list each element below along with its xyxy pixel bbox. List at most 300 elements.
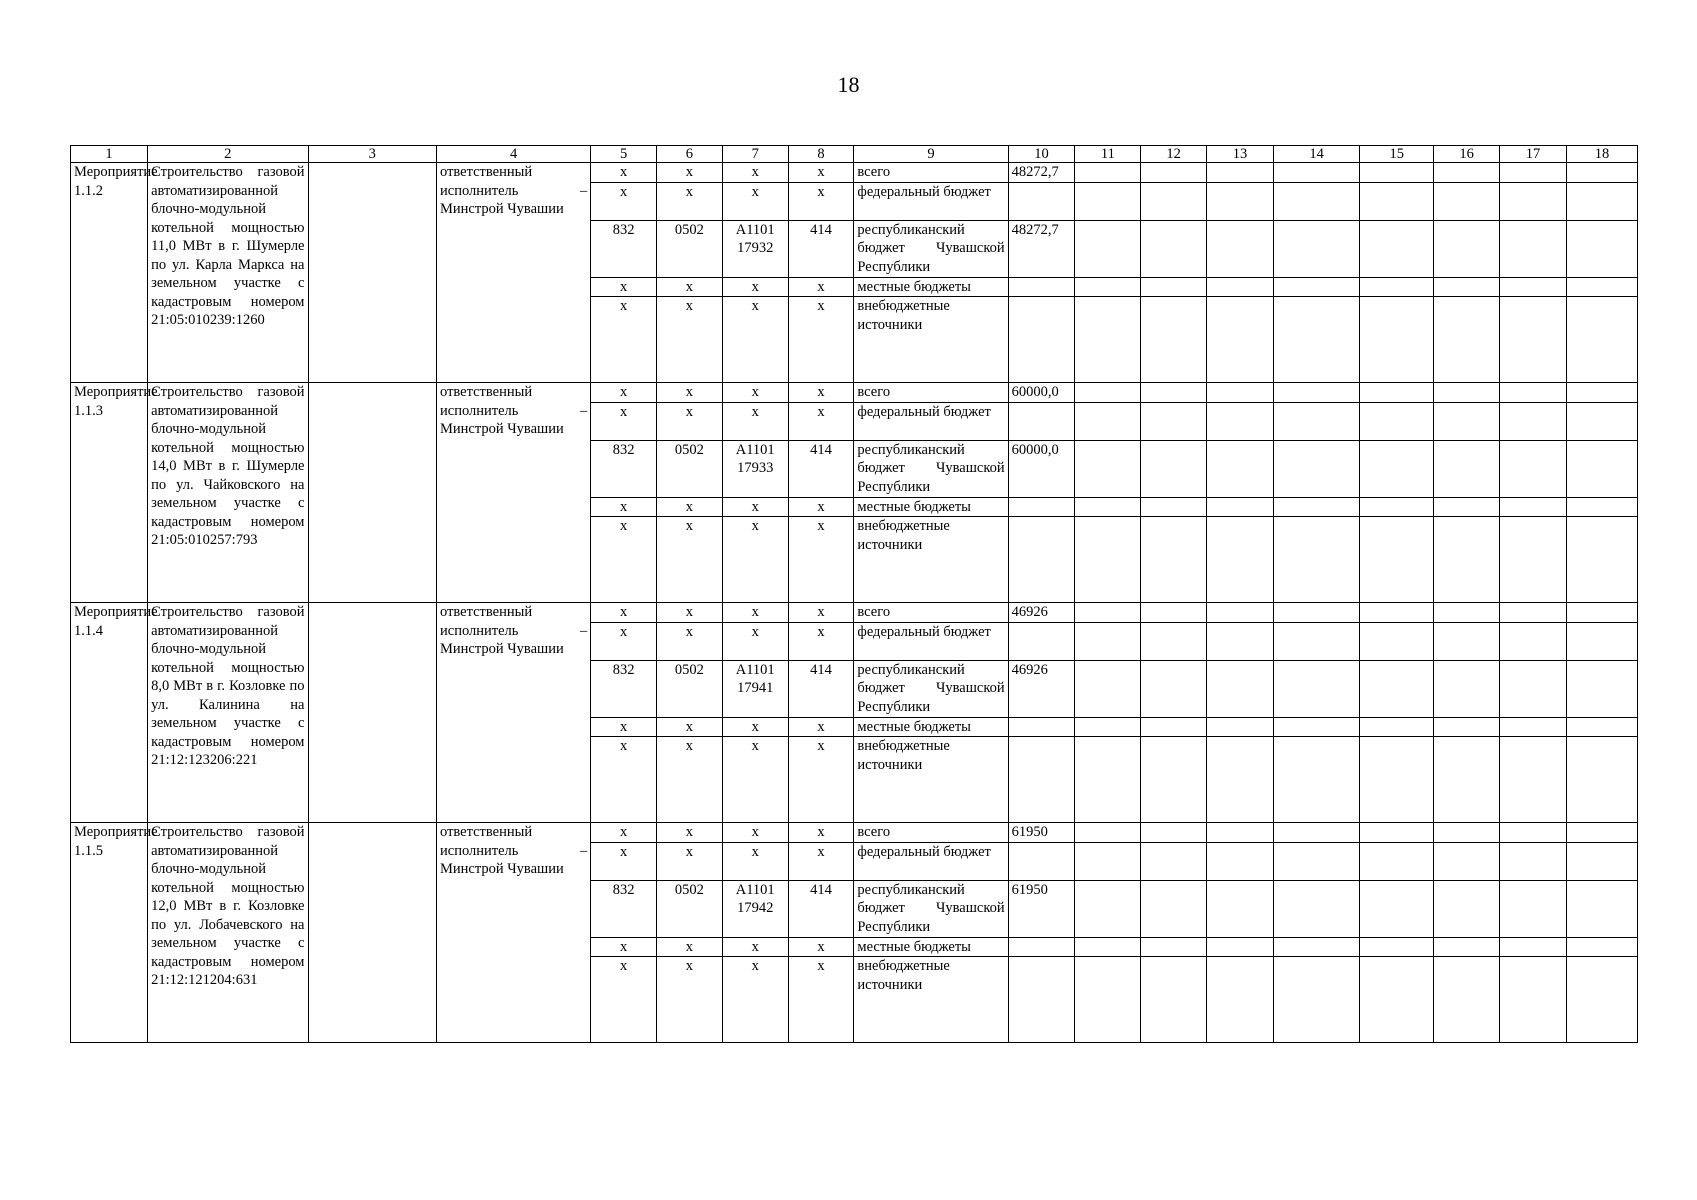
empty-cell xyxy=(1141,823,1207,843)
column-number: 15 xyxy=(1360,146,1434,163)
empty-cell xyxy=(1566,622,1637,660)
funding-source: внебюджетные источники xyxy=(854,957,1008,1043)
code-section: х xyxy=(657,383,723,403)
code-grbs: 832 xyxy=(591,440,657,497)
code-expense: 414 xyxy=(788,660,854,717)
code-grbs: 832 xyxy=(591,660,657,717)
code-target: А1101 17941 xyxy=(722,660,788,717)
empty-cell xyxy=(1207,717,1274,737)
empty-cell xyxy=(1273,622,1359,660)
empty-cell xyxy=(1360,622,1434,660)
empty-cell xyxy=(1273,163,1359,183)
empty-cell xyxy=(1434,163,1500,183)
column-number: 17 xyxy=(1500,146,1567,163)
empty-cell xyxy=(1207,603,1274,623)
empty-cell xyxy=(1434,497,1500,517)
empty-cell xyxy=(1566,937,1637,957)
code-target: А1101 17942 xyxy=(722,880,788,937)
empty-cell xyxy=(1360,737,1434,823)
code-expense: х xyxy=(788,737,854,823)
empty-cell xyxy=(1434,603,1500,623)
empty-cell xyxy=(1434,517,1500,603)
empty-cell xyxy=(1566,497,1637,517)
empty-cell xyxy=(1207,622,1274,660)
event-col-3 xyxy=(308,163,437,383)
amount xyxy=(1008,937,1075,957)
code-expense: 414 xyxy=(788,220,854,277)
empty-cell xyxy=(1207,497,1274,517)
funding-source: федеральный бюджет xyxy=(854,182,1008,220)
empty-cell xyxy=(1075,880,1141,937)
empty-cell xyxy=(1273,277,1359,297)
code-target: х xyxy=(722,497,788,517)
funding-source: всего xyxy=(854,383,1008,403)
empty-cell xyxy=(1141,937,1207,957)
empty-cell xyxy=(1434,402,1500,440)
event-name: Строительство газовой автоматизированной блочно-модульной котельной мощностью 8,0 МВт в г. Козловке по ул. Калинина на земельном участке с кадастровым номером 21:12:123206:221 xyxy=(148,603,308,823)
empty-cell xyxy=(1500,622,1567,660)
empty-cell xyxy=(1273,737,1359,823)
amount xyxy=(1008,717,1075,737)
column-number: 18 xyxy=(1566,146,1637,163)
column-number: 13 xyxy=(1207,146,1274,163)
empty-cell xyxy=(1273,383,1359,403)
empty-cell xyxy=(1273,603,1359,623)
empty-cell xyxy=(1360,937,1434,957)
funding-source: республиканский бюджет Чувашской Республики xyxy=(854,880,1008,937)
empty-cell xyxy=(1434,182,1500,220)
amount xyxy=(1008,517,1075,603)
code-section: х xyxy=(657,823,723,843)
empty-cell xyxy=(1141,297,1207,383)
empty-cell xyxy=(1141,163,1207,183)
code-grbs: х xyxy=(591,182,657,220)
column-number: 8 xyxy=(788,146,854,163)
code-target: х xyxy=(722,517,788,603)
empty-cell xyxy=(1273,297,1359,383)
empty-cell xyxy=(1566,957,1637,1043)
code-expense: х xyxy=(788,163,854,183)
empty-cell xyxy=(1141,517,1207,603)
empty-cell xyxy=(1141,957,1207,1043)
column-number: 3 xyxy=(308,146,437,163)
empty-cell xyxy=(1075,937,1141,957)
empty-cell xyxy=(1500,660,1567,717)
empty-cell xyxy=(1360,182,1434,220)
code-target: х xyxy=(722,957,788,1043)
code-grbs: х xyxy=(591,717,657,737)
empty-cell xyxy=(1207,937,1274,957)
empty-cell xyxy=(1500,297,1567,383)
amount xyxy=(1008,277,1075,297)
code-expense: х xyxy=(788,603,854,623)
amount xyxy=(1008,957,1075,1043)
code-section: х xyxy=(657,297,723,383)
amount: 60000,0 xyxy=(1008,383,1075,403)
empty-cell xyxy=(1360,440,1434,497)
empty-cell xyxy=(1207,182,1274,220)
empty-cell xyxy=(1360,660,1434,717)
amount xyxy=(1008,737,1075,823)
code-section: х xyxy=(657,603,723,623)
empty-cell xyxy=(1360,957,1434,1043)
table-row xyxy=(71,603,1638,623)
empty-cell xyxy=(1075,622,1141,660)
empty-cell xyxy=(1434,737,1500,823)
empty-cell xyxy=(1434,880,1500,937)
empty-cell xyxy=(1207,220,1274,277)
amount: 48272,7 xyxy=(1008,163,1075,183)
column-number: 5 xyxy=(591,146,657,163)
empty-cell xyxy=(1566,163,1637,183)
empty-cell xyxy=(1141,383,1207,403)
amount: 61950 xyxy=(1008,880,1075,937)
event-col-3 xyxy=(308,603,437,823)
empty-cell xyxy=(1075,717,1141,737)
empty-cell xyxy=(1434,660,1500,717)
empty-cell xyxy=(1500,383,1567,403)
code-expense: х xyxy=(788,297,854,383)
code-section: 0502 xyxy=(657,660,723,717)
column-number: 14 xyxy=(1273,146,1359,163)
empty-cell xyxy=(1434,622,1500,660)
event-executor: ответственный исполнитель – Минстрой Чувашии xyxy=(437,163,591,383)
empty-cell xyxy=(1273,880,1359,937)
empty-cell xyxy=(1566,660,1637,717)
code-target: х xyxy=(722,823,788,843)
code-grbs: х xyxy=(591,622,657,660)
empty-cell xyxy=(1141,277,1207,297)
code-section: 0502 xyxy=(657,440,723,497)
code-section: х xyxy=(657,402,723,440)
code-grbs: х xyxy=(591,383,657,403)
code-target: х xyxy=(722,163,788,183)
event-executor: ответственный исполнитель – Минстрой Чувашии xyxy=(437,383,591,603)
column-number: 9 xyxy=(854,146,1008,163)
code-grbs: х xyxy=(591,402,657,440)
code-expense: 414 xyxy=(788,440,854,497)
code-target: х xyxy=(722,297,788,383)
funding-source: республиканский бюджет Чувашской Республики xyxy=(854,660,1008,717)
funding-source: всего xyxy=(854,603,1008,623)
column-number: 16 xyxy=(1434,146,1500,163)
empty-cell xyxy=(1434,297,1500,383)
code-section: х xyxy=(657,277,723,297)
funding-source: местные бюджеты xyxy=(854,277,1008,297)
empty-cell xyxy=(1360,497,1434,517)
funding-source: федеральный бюджет xyxy=(854,402,1008,440)
code-expense: х xyxy=(788,937,854,957)
empty-cell xyxy=(1434,957,1500,1043)
empty-cell xyxy=(1434,440,1500,497)
empty-cell xyxy=(1141,737,1207,823)
code-target: х xyxy=(722,737,788,823)
amount: 61950 xyxy=(1008,823,1075,843)
empty-cell xyxy=(1075,182,1141,220)
empty-cell xyxy=(1360,297,1434,383)
empty-cell xyxy=(1434,842,1500,880)
empty-cell xyxy=(1360,717,1434,737)
code-section: х xyxy=(657,957,723,1043)
amount xyxy=(1008,182,1075,220)
empty-cell xyxy=(1141,660,1207,717)
empty-cell xyxy=(1566,402,1637,440)
empty-cell xyxy=(1273,823,1359,843)
empty-cell xyxy=(1273,182,1359,220)
empty-cell xyxy=(1566,182,1637,220)
empty-cell xyxy=(1500,182,1567,220)
empty-cell xyxy=(1500,603,1567,623)
funding-source: местные бюджеты xyxy=(854,497,1008,517)
code-grbs: х xyxy=(591,297,657,383)
code-section: х xyxy=(657,497,723,517)
event-name: Строительство газовой автоматизированной блочно-модульной котельной мощностью 14,0 МВт в г. Шумерле по ул. Чайковского на земельном участке с кадастровым номером 21:05:010257:793 xyxy=(148,383,308,603)
amount xyxy=(1008,842,1075,880)
empty-cell xyxy=(1434,277,1500,297)
empty-cell xyxy=(1141,440,1207,497)
amount: 46926 xyxy=(1008,660,1075,717)
code-grbs: 832 xyxy=(591,880,657,937)
empty-cell xyxy=(1360,880,1434,937)
empty-cell xyxy=(1207,297,1274,383)
funding-source: федеральный бюджет xyxy=(854,622,1008,660)
table-row xyxy=(71,163,1638,183)
code-grbs: х xyxy=(591,497,657,517)
empty-cell xyxy=(1075,402,1141,440)
empty-cell xyxy=(1273,517,1359,603)
funding-source: республиканский бюджет Чувашской Республики xyxy=(854,440,1008,497)
empty-cell xyxy=(1566,737,1637,823)
empty-cell xyxy=(1566,842,1637,880)
empty-cell xyxy=(1273,440,1359,497)
empty-cell xyxy=(1273,402,1359,440)
empty-cell xyxy=(1075,823,1141,843)
empty-cell xyxy=(1500,880,1567,937)
amount xyxy=(1008,497,1075,517)
code-expense: х xyxy=(788,277,854,297)
code-section: х xyxy=(657,737,723,823)
empty-cell xyxy=(1500,717,1567,737)
empty-cell xyxy=(1141,622,1207,660)
column-number: 6 xyxy=(657,146,723,163)
code-target: х xyxy=(722,842,788,880)
empty-cell xyxy=(1141,842,1207,880)
empty-cell xyxy=(1434,383,1500,403)
code-target: х xyxy=(722,717,788,737)
empty-cell xyxy=(1141,402,1207,440)
funding-source: республиканский бюджет Чувашской Республики xyxy=(854,220,1008,277)
code-section: х xyxy=(657,517,723,603)
event-col-3 xyxy=(308,383,437,603)
empty-cell xyxy=(1207,383,1274,403)
funding-source: местные бюджеты xyxy=(854,717,1008,737)
empty-cell xyxy=(1141,182,1207,220)
empty-cell xyxy=(1075,163,1141,183)
code-target: х xyxy=(722,603,788,623)
empty-cell xyxy=(1075,660,1141,717)
empty-cell xyxy=(1360,823,1434,843)
empty-cell xyxy=(1207,163,1274,183)
event-code: Мероприятие 1.1.4 xyxy=(71,603,148,823)
amount xyxy=(1008,402,1075,440)
code-expense: х xyxy=(788,717,854,737)
code-expense: х xyxy=(788,957,854,1043)
empty-cell xyxy=(1075,297,1141,383)
empty-cell xyxy=(1500,277,1567,297)
code-expense: х xyxy=(788,402,854,440)
code-target: х xyxy=(722,277,788,297)
empty-cell xyxy=(1360,603,1434,623)
code-grbs: х xyxy=(591,163,657,183)
empty-cell xyxy=(1566,603,1637,623)
code-expense: х xyxy=(788,383,854,403)
code-section: х xyxy=(657,163,723,183)
empty-cell xyxy=(1360,220,1434,277)
empty-cell xyxy=(1434,717,1500,737)
event-code: Мероприятие 1.1.3 xyxy=(71,383,148,603)
column-number: 7 xyxy=(722,146,788,163)
empty-cell xyxy=(1207,823,1274,843)
amount xyxy=(1008,622,1075,660)
amount: 48272,7 xyxy=(1008,220,1075,277)
funding-source: федеральный бюджет xyxy=(854,842,1008,880)
empty-cell xyxy=(1207,842,1274,880)
empty-cell xyxy=(1273,497,1359,517)
code-expense: х xyxy=(788,842,854,880)
empty-cell xyxy=(1141,603,1207,623)
code-target: х xyxy=(722,622,788,660)
funding-source: внебюджетные источники xyxy=(854,737,1008,823)
empty-cell xyxy=(1566,440,1637,497)
column-number: 12 xyxy=(1141,146,1207,163)
empty-cell xyxy=(1075,277,1141,297)
empty-cell xyxy=(1500,497,1567,517)
empty-cell xyxy=(1273,660,1359,717)
funding-source: всего xyxy=(854,163,1008,183)
event-col-3 xyxy=(308,823,437,1043)
empty-cell xyxy=(1566,383,1637,403)
code-section: х xyxy=(657,717,723,737)
empty-cell xyxy=(1360,517,1434,603)
code-grbs: х xyxy=(591,603,657,623)
column-number-row xyxy=(71,146,1638,163)
budget-table xyxy=(70,145,1638,1043)
empty-cell xyxy=(1075,383,1141,403)
empty-cell xyxy=(1207,737,1274,823)
empty-cell xyxy=(1360,277,1434,297)
code-section: 0502 xyxy=(657,220,723,277)
empty-cell xyxy=(1500,957,1567,1043)
funding-source: всего xyxy=(854,823,1008,843)
funding-source: внебюджетные источники xyxy=(854,297,1008,383)
empty-cell xyxy=(1207,440,1274,497)
empty-cell xyxy=(1207,277,1274,297)
code-grbs: х xyxy=(591,823,657,843)
empty-cell xyxy=(1141,880,1207,937)
table-row xyxy=(71,823,1638,843)
event-code: Мероприятие 1.1.2 xyxy=(71,163,148,383)
empty-cell xyxy=(1075,220,1141,277)
code-grbs: 832 xyxy=(591,220,657,277)
empty-cell xyxy=(1500,220,1567,277)
column-number: 1 xyxy=(71,146,148,163)
code-grbs: х xyxy=(591,842,657,880)
empty-cell xyxy=(1360,402,1434,440)
code-grbs: х xyxy=(591,957,657,1043)
empty-cell xyxy=(1075,842,1141,880)
empty-cell xyxy=(1500,842,1567,880)
empty-cell xyxy=(1141,717,1207,737)
empty-cell xyxy=(1273,937,1359,957)
empty-cell xyxy=(1434,937,1500,957)
empty-cell xyxy=(1075,440,1141,497)
empty-cell xyxy=(1434,220,1500,277)
amount: 46926 xyxy=(1008,603,1075,623)
event-name: Строительство газовой автоматизированной блочно-модульной котельной мощностью 11,0 МВт в г. Шумерле по ул. Карла Маркса на земельном участке с кадастровым номером 21:05:010239:1260 xyxy=(148,163,308,383)
code-expense: х xyxy=(788,622,854,660)
code-grbs: х xyxy=(591,737,657,823)
code-section: х xyxy=(657,937,723,957)
empty-cell xyxy=(1500,517,1567,603)
funding-source: внебюджетные источники xyxy=(854,517,1008,603)
empty-cell xyxy=(1075,603,1141,623)
code-section: х xyxy=(657,842,723,880)
code-grbs: х xyxy=(591,937,657,957)
empty-cell xyxy=(1566,277,1637,297)
code-expense: х xyxy=(788,517,854,603)
amount: 60000,0 xyxy=(1008,440,1075,497)
empty-cell xyxy=(1207,660,1274,717)
empty-cell xyxy=(1207,880,1274,937)
code-target: А1101 17932 xyxy=(722,220,788,277)
code-section: 0502 xyxy=(657,880,723,937)
empty-cell xyxy=(1434,823,1500,843)
amount xyxy=(1008,297,1075,383)
code-expense: х xyxy=(788,823,854,843)
empty-cell xyxy=(1273,717,1359,737)
event-executor: ответственный исполнитель – Минстрой Чувашии xyxy=(437,823,591,1043)
empty-cell xyxy=(1500,937,1567,957)
empty-cell xyxy=(1207,402,1274,440)
column-number: 10 xyxy=(1008,146,1075,163)
empty-cell xyxy=(1141,220,1207,277)
empty-cell xyxy=(1273,220,1359,277)
empty-cell xyxy=(1566,297,1637,383)
code-section: х xyxy=(657,182,723,220)
code-expense: х xyxy=(788,182,854,220)
code-expense: 414 xyxy=(788,880,854,937)
empty-cell xyxy=(1500,737,1567,823)
event-code: Мероприятие 1.1.5 xyxy=(71,823,148,1043)
event-name: Строительство газовой автоматизированной блочно-модульной котельной мощностью 12,0 МВт в г. Козловке по ул. Лобачевского на земельном участке с кадастровым номером 21:12:121204:631 xyxy=(148,823,308,1043)
code-target: х xyxy=(722,182,788,220)
empty-cell xyxy=(1360,383,1434,403)
code-target: х xyxy=(722,402,788,440)
page-number: 18 xyxy=(837,72,860,97)
empty-cell xyxy=(1075,737,1141,823)
empty-cell xyxy=(1207,957,1274,1043)
code-target: А1101 17933 xyxy=(722,440,788,497)
empty-cell xyxy=(1273,842,1359,880)
empty-cell xyxy=(1566,220,1637,277)
empty-cell xyxy=(1500,823,1567,843)
empty-cell xyxy=(1141,497,1207,517)
empty-cell xyxy=(1500,440,1567,497)
empty-cell xyxy=(1566,717,1637,737)
column-number: 11 xyxy=(1075,146,1141,163)
code-expense: х xyxy=(788,497,854,517)
empty-cell xyxy=(1566,517,1637,603)
